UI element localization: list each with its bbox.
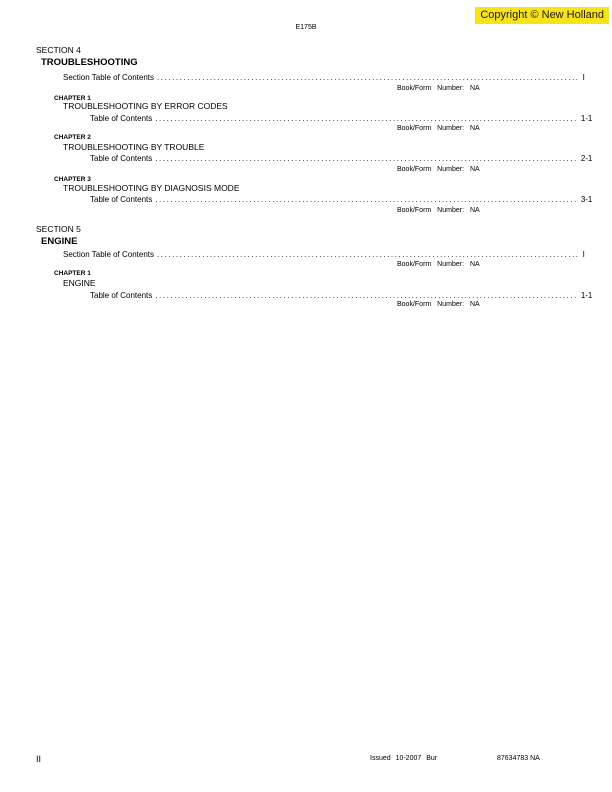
toc-page-number: I — [582, 73, 585, 82]
section-title: TROUBLESHOOTING — [41, 57, 138, 68]
chapter-title: TROUBLESHOOTING BY ERROR CODES — [63, 101, 228, 111]
toc-entry[interactable] — [90, 291, 593, 300]
section-label: SECTION 4 — [36, 45, 81, 55]
toc-leader-dots: ................................................................................................................ — [157, 250, 580, 259]
toc-leader-dots: ................................................................................................................ — [155, 291, 578, 300]
toc-leader-dots: ................................................................................................................ — [155, 195, 578, 204]
toc-entry[interactable] — [63, 250, 585, 259]
section-label: SECTION 5 — [36, 224, 81, 234]
toc-page-number: 3-1 — [580, 195, 593, 204]
book-form-number: Book/Form Number: NA — [397, 261, 480, 268]
toc-label: Table of Contents — [90, 114, 153, 123]
book-form-number: Book/Form Number: NA — [397, 125, 480, 132]
model-header: E175B — [295, 24, 317, 31]
chapter-label: CHAPTER 2 — [54, 134, 91, 141]
toc-page-number: 1-1 — [580, 291, 593, 300]
toc-entry[interactable] — [90, 154, 593, 163]
chapter-title: TROUBLESHOOTING BY DIAGNOSIS MODE — [63, 183, 240, 193]
copyright-watermark: Copyright © New Holland — [475, 7, 609, 24]
toc-leader-dots: ................................................................................................................ — [155, 154, 578, 163]
footer-page-number: II — [36, 754, 42, 764]
chapter-title: TROUBLESHOOTING BY TROUBLE — [63, 142, 205, 152]
footer-part-number: 87634783 NA — [497, 755, 540, 762]
chapter-label: CHAPTER 1 — [54, 95, 91, 102]
toc-label: Section Table of Contents — [63, 73, 155, 82]
book-form-number: Book/Form Number: NA — [397, 166, 480, 173]
toc-label: Table of Contents — [90, 195, 153, 204]
toc-leader-dots: ................................................................................................................ — [155, 114, 578, 123]
book-form-number: Book/Form Number: NA — [397, 85, 480, 92]
toc-entry[interactable] — [90, 114, 593, 123]
chapter-label: CHAPTER 3 — [54, 176, 91, 183]
chapter-title: ENGINE — [63, 278, 96, 288]
section-title: ENGINE — [41, 236, 78, 247]
toc-label: Table of Contents — [90, 154, 153, 163]
toc-label: Table of Contents — [90, 291, 153, 300]
footer-issued: Issued 10-2007 Bur — [370, 755, 438, 762]
book-form-number: Book/Form Number: NA — [397, 301, 480, 308]
book-form-number: Book/Form Number: NA — [397, 207, 480, 214]
toc-page-number: 2-1 — [580, 154, 593, 163]
toc-page-number: 1-1 — [580, 114, 593, 123]
toc-entry[interactable] — [90, 195, 593, 204]
toc-leader-dots: ................................................................................................................ — [157, 73, 580, 82]
toc-page-number: I — [582, 250, 585, 259]
chapter-label: CHAPTER 1 — [54, 270, 91, 277]
toc-label: Section Table of Contents — [63, 250, 155, 259]
toc-entry[interactable] — [63, 73, 585, 82]
